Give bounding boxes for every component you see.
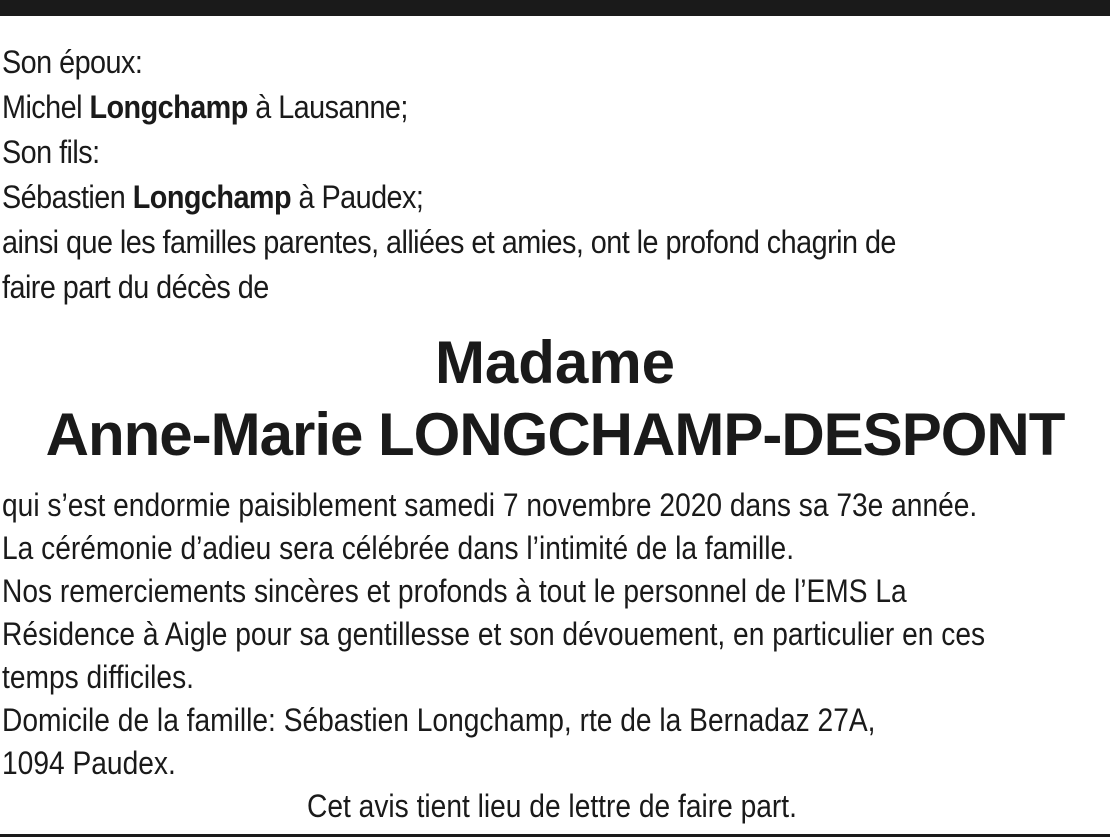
closing-line: Cet avis tient lieu de lettre de faire part. (307, 788, 797, 824)
spouse-place: à Lausanne; (255, 89, 408, 125)
family-section (2, 40, 1105, 310)
thanks-line-3: temps difficiles. (2, 659, 194, 695)
spouse-last-name: Longchamp (89, 89, 248, 125)
title-name: Anne-Marie LONGCHAMP-DESPONT (45, 401, 1065, 468)
thanks-line-2: Résidence à Aigle pour sa gentillesse et son dévouement, en particulier en ces (2, 616, 986, 652)
spouse-first-name: Michel (2, 89, 82, 125)
son-line (2, 175, 1105, 220)
thanks-line-1: Nos remerciements sincères et profonds à tout le personnel de l’EMS La (2, 573, 907, 609)
spouse-line (2, 85, 1105, 130)
body-line-1: qui s’est endormie paisiblement samedi 7 novembre 2020 dans sa 73e année. (2, 487, 978, 523)
details-section (2, 484, 1102, 828)
son-heading: Son fils: (2, 134, 100, 170)
spouse-heading: Son époux: (2, 44, 143, 80)
son-place: à Paudex; (298, 179, 424, 215)
announce-line-1: ainsi que les familles parentes, alliées et amies, ont le profond chagrin de (2, 224, 896, 260)
son-first-name: Sébastien (2, 179, 126, 215)
son-last-name: Longchamp (132, 179, 292, 215)
title-honorific: Madame (434, 329, 676, 396)
top-rule (0, 0, 1110, 16)
bottom-rule (0, 834, 1110, 837)
domicile-line-2: 1094 Paudex. (2, 745, 176, 781)
domicile-line-1: Domicile de la famille: Sébastien Longchamp, rte de la Bernadaz 27A, (2, 702, 876, 738)
body-line-2: La cérémonie d’adieu sera célébrée dans l’intimité de la famille. (2, 530, 795, 566)
announce-line-2: faire part du décès de (2, 269, 269, 305)
